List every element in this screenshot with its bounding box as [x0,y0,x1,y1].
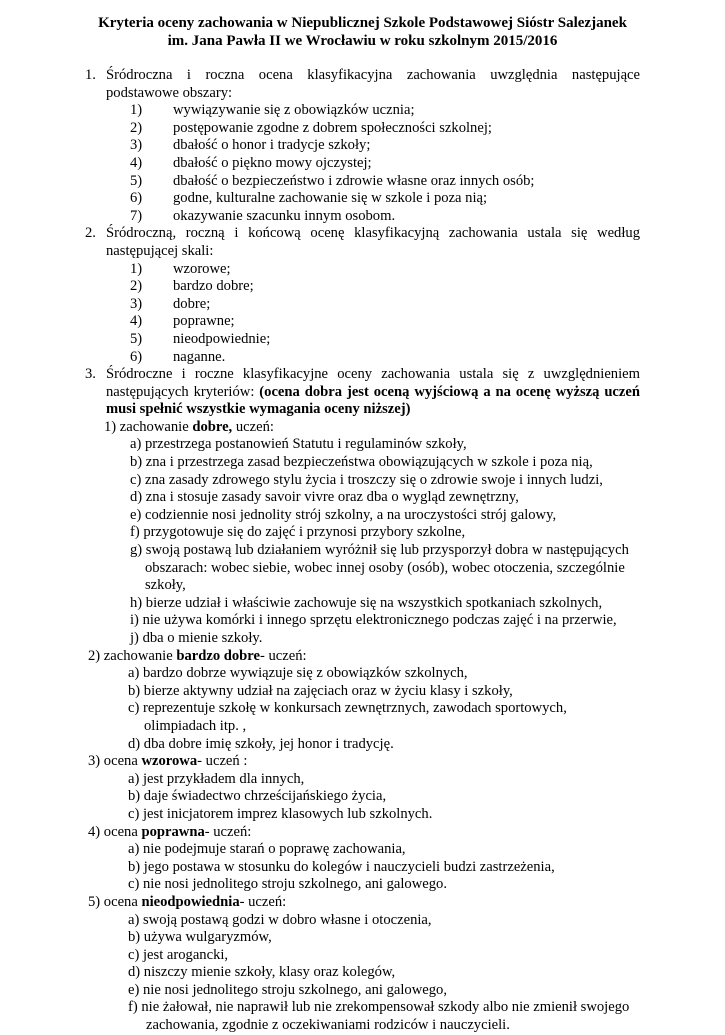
item-text: poprawne; [173,313,235,330]
item-number: 2) [130,278,143,295]
grade-name: nieodpowiednia [141,893,240,910]
title-line-1: Kryteria oceny zachowania w Niepublicznej Szkole Podstawowej Sióstr Salezjanek [98,15,627,31]
heading-prefix: 1) zachowanie [104,418,193,435]
criterion-item-continuation: szkoły, [145,577,186,594]
criterion-item: i) nie używa komórki i innego sprzętu elektronicznego podczas zajęć i na przerwie, [130,612,617,629]
list-item [0,261,725,279]
item-number: 6) [130,348,143,365]
section-3 [0,366,725,1035]
item-number: 5) [130,172,143,189]
list-item [0,208,725,226]
grade-name: bardzo dobre [176,647,260,664]
item-text: nieodpowiednie; [173,330,271,347]
criterion-item: a) jest przykładem dla innych, [128,770,305,787]
item-number: 6) [130,190,143,207]
grade-exemplary-list [0,771,725,824]
grade-inappropriate-heading [0,894,725,912]
list-item [0,120,725,138]
criterion-item: b) zna i przestrzega zasad bezpieczeństwa obowiązujących w szkole i poza nią, [130,454,593,471]
criterion-item: a) nie podejmuje starań o poprawę zachowania, [128,841,406,858]
section-text [106,366,640,419]
heading-prefix: 2) zachowanie [88,647,177,664]
heading-prefix: 5) ocena [88,893,142,910]
item-number: 2) [130,119,143,136]
criterion-item: e) codziennie nosi jednolity strój szkolny, a na uroczystości strój galowy, [130,506,557,523]
item-text: bardzo dobre; [173,278,254,295]
criterion-item: a) przestrzega postanowień Statutu i regulaminów szkoły, [130,436,467,453]
heading-suffix: - uczeń: [204,823,252,840]
grade-good-heading [0,419,725,437]
item-text: dobre; [173,295,211,312]
grade-good-list [0,436,725,647]
criterion-item: d) dba dobre imię szkoły, jej honor i tradycję. [128,735,394,752]
item-text: dbałość o bezpieczeństwo i zdrowie własne oraz innych osób; [173,172,535,189]
heading-suffix: - uczeń : [197,753,248,770]
scale-list [0,261,725,367]
section-number: 1. [85,67,96,83]
item-number: 3) [130,137,143,154]
criterion-item: c) reprezentuje szkołę w konkursach zewnętrznych, zawodach sportowych, [128,700,567,717]
criterion-item: d) zna i stosuje zasady savoir vivre oraz dba o wygląd zewnętrzny, [130,489,519,506]
section-text-bold: (ocena dobra jest oceną wyjściową a na ocenę wyższą uczeń musi spełnić wszystkie wymagania oceny niższej) [106,383,640,418]
criterion-item: b) daje świadectwo chrześcijańskiego życia, [128,788,387,805]
list-item [0,155,725,173]
section-number: 2. [85,225,96,242]
criterion-item: f) przygotowuje się do zajęć i przynosi przybory szkolne, [130,524,466,541]
list-item [0,102,725,120]
list-item [0,331,725,349]
list-item [0,313,725,331]
criterion-item: j) dba o mienie szkoły. [130,630,263,646]
criterion-item: c) nie nosi jednolitego stroju szkolnego, ani galowego. [128,876,447,893]
item-number: 3) [130,295,143,312]
criterion-item: a) swoją postawą godzi w dobro własne i otoczenia, [128,911,432,928]
item-number: 5) [130,330,143,347]
item-text: wywiązywanie się z obowiązków ucznia; [173,102,415,119]
heading-prefix: 3) ocena [88,753,142,770]
list-item [0,190,725,208]
areas-list [0,102,725,225]
grade-name: wzorowa [141,753,198,770]
section-2 [0,225,725,366]
section-number: 3. [85,366,96,383]
criterion-item-continuation: olimpiadach itp. , [144,717,247,734]
criterion-item-continuation: obszarach: wobec siebie, wobec innej osoby (osób), wobec otoczenia, szczególnie [145,559,625,576]
grade-name: dobre, [192,418,233,435]
criterion-item-continuation: zachowania, zgodnie z oczekiwaniami rodziców i nauczycieli. [146,1017,510,1034]
list-item [0,296,725,314]
criterion-item: b) jego postawa w stosunku do kolegów i nauczycieli budzi zastrzeżenia, [128,858,555,875]
grade-name: poprawna [141,823,205,840]
criterion-item: a) bardzo dobrze wywiązuje się z obowiązków szkolnych, [128,665,468,682]
list-item [0,349,725,367]
criterion-item: b) bierze aktywny udział na zajęciach oraz w życiu klasy i szkoły, [128,682,513,699]
document-title [60,14,665,50]
grade-very-good-heading [0,648,725,666]
heading-prefix: 4) ocena [88,823,142,840]
grade-inappropriate-list [0,912,725,1035]
list-item [0,173,725,191]
criterion-item: h) bierze udział i właściwie zachowuje się na wszystkich spotkaniach szkolnych, [130,594,603,611]
list-item [0,137,725,155]
section-text: Śródroczna i roczna ocena klasyfikacyjna zachowania uwzględnia następujące podstawowe obszary: [106,67,640,101]
criterion-item: c) jest inicjatorem imprez klasowych lub szkolnych. [128,805,433,822]
item-text: dbałość o piękno mowy ojczystej; [173,154,372,171]
criterion-item: c) jest arogancki, [128,946,229,963]
grade-very-good-list [0,665,725,753]
item-text: okazywanie szacunku innym osobom. [173,207,396,224]
criterion-item: b) używa wulgaryzmów, [128,929,272,946]
item-number: 1) [130,102,143,119]
section-text: Śródroczną, roczną i końcową ocenę klasyfikacyjną zachowania ustala się według następującej skali: [106,225,640,259]
section-text-plain: Śródroczne i roczne klasyfikacyjne oceny zachowania ustala się z uwzględnieniem następujących kryteriów: [106,366,640,400]
list-item [0,278,725,296]
criterion-item: g) swoją postawą lub działaniem wyróżnił się lub przysporzył dobra w następujących [130,542,629,559]
grade-correct-heading [0,824,725,842]
criterion-item: c) zna zasady zdrowego stylu życia i troszczy się o zdrowie swoje i innych ludzi, [130,471,603,488]
section-1 [0,67,725,225]
criterion-item: d) niszczy mienie szkoły, klasy oraz kolegów, [128,964,396,981]
grade-correct-list [0,841,725,894]
item-text: postępowanie zgodne z dobrem społeczności szkolnej; [173,119,492,136]
item-number: 4) [130,313,143,330]
item-number: 4) [130,154,143,171]
grade-exemplary-heading [0,753,725,771]
heading-suffix: - uczeń: [259,647,307,664]
item-text: dbałość o honor i tradycje szkoły; [173,137,371,154]
item-text: naganne. [173,348,226,365]
document-content [0,67,725,1035]
item-text: wzorowe; [173,260,231,277]
item-number: 7) [130,207,143,224]
criterion-item: e) nie nosi jednolitego stroju szkolnego, ani galowego, [128,981,447,998]
item-number: 1) [130,260,143,277]
title-line-2: im. Jana Pawła II we Wrocławiu w roku szkolnym 2015/2016 [167,33,558,49]
heading-suffix: - uczeń: [239,893,287,910]
heading-suffix: uczeń: [232,418,274,435]
item-text: godne, kulturalne zachowanie się w szkole i poza nią; [173,190,488,207]
criterion-item: f) nie żałował, nie naprawił lub nie zrekompensował szkody albo nie zmienił swojego [128,999,630,1016]
